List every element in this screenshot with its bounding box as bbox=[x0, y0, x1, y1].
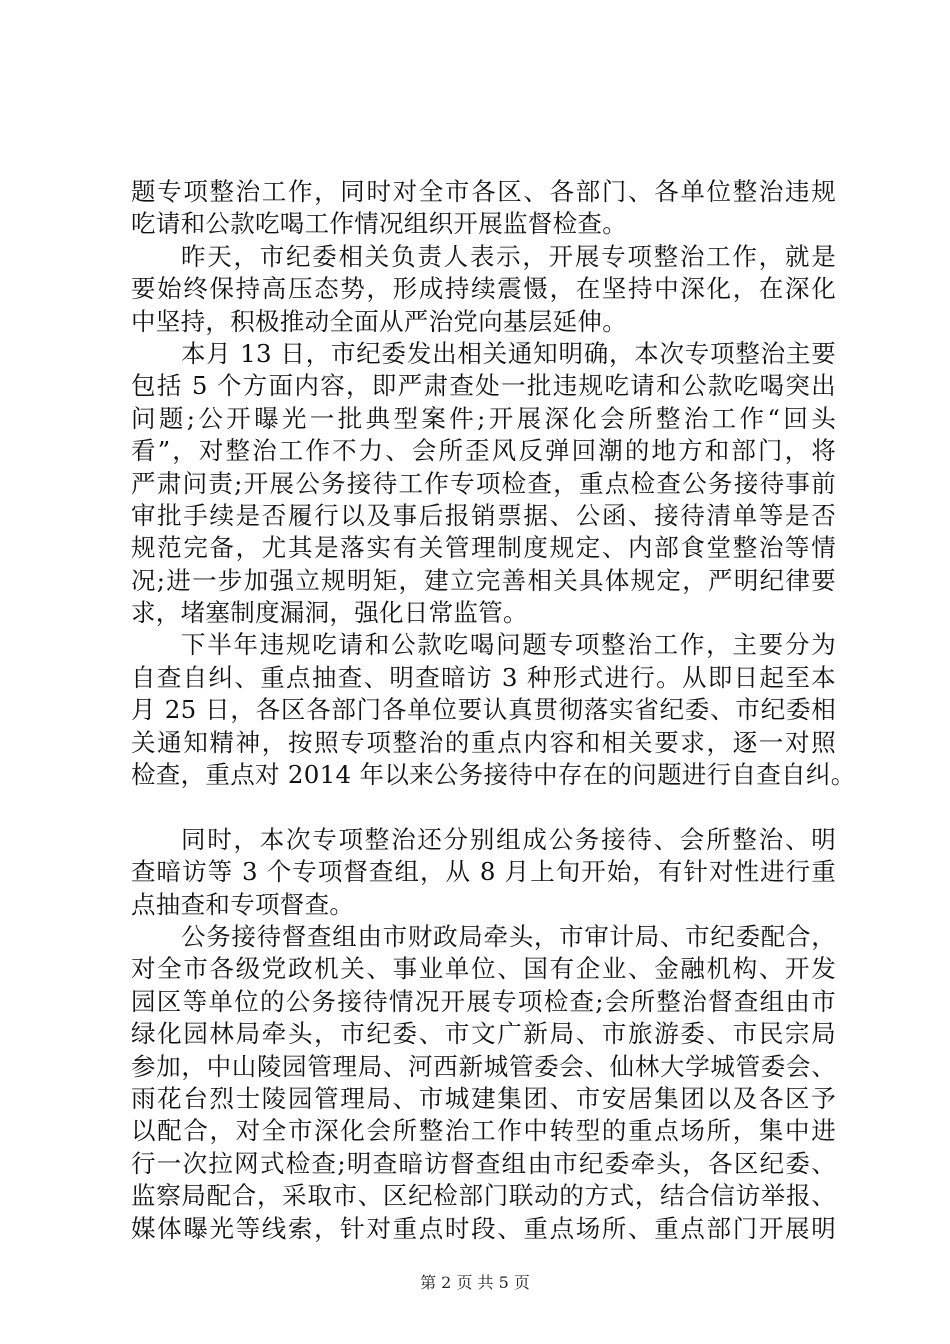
text-line: 严肃问责;开展公务接待工作专项检查，重点检查公务接待事前 bbox=[131, 468, 836, 498]
text-line: 监察局配合，采取市、区纪检部门联动的方式，结合信访举报、 bbox=[131, 1181, 836, 1211]
text-line: 参加，中山陵园管理局、河西新城管委会、仙林大学城管委会、 bbox=[131, 1051, 836, 1081]
text-line: 对全市各级党政机关、事业单位、国有企业、金融机构、开发 bbox=[131, 954, 836, 984]
text-line: 审批手续是否履行以及事后报销票据、公函、接待清单等是否 bbox=[131, 500, 836, 530]
text-line: 行一次拉网式检查;明查暗访督查组由市纪委牵头，各区纪委、 bbox=[131, 1148, 836, 1178]
text-line: 园区等单位的公务接待情况开展专项检查;会所整治督查组由市 bbox=[131, 986, 836, 1016]
text-line: 规范完备，尤其是落实有关管理制度规定、内部食堂整治等情 bbox=[131, 533, 836, 563]
text-line: 月 25 日，各区各部门各单位要认真贯彻落实省纪委、市纪委相 bbox=[131, 695, 836, 725]
text-line: 题专项整治工作，同时对全市各区、各部门、各单位整治违规 bbox=[131, 177, 836, 206]
text-line: 检查，重点对 2014 年以来公务接待中存在的问题进行自查自纠。 bbox=[131, 760, 856, 790]
text-line: 查暗访等 3 个专项督查组，从 8 月上旬开始，有针对性进行重 bbox=[131, 857, 836, 887]
text-line: 吃请和公款吃喝工作情况组织开展监督检查。 bbox=[131, 209, 627, 239]
text-line: 求，堵塞制度漏洞，强化日常监管。 bbox=[131, 598, 528, 628]
text-line: 公务接待督查组由市财政局牵头，市审计局、市纪委配合， bbox=[181, 921, 836, 951]
text-line: 雨花台烈士陵园管理局、市城建集团、市安居集团以及各区予 bbox=[131, 1083, 836, 1113]
page-number-footer: 第 2 页 共 5 页 bbox=[420, 1273, 530, 1292]
text-line: 关通知精神，按照专项整治的重点内容和相关要求，逐一对照 bbox=[131, 727, 836, 757]
text-line: 要始终保持高压态势，形成持续震慑，在坚持中深化，在深化 bbox=[131, 274, 836, 304]
paragraph-gap bbox=[131, 791, 836, 823]
text-line: 看”，对整治工作不力、会所歪风反弹回潮的地方和部门，将 bbox=[131, 436, 836, 466]
text-line: 中坚持，积极推动全面从严治党向基层延伸。 bbox=[131, 306, 627, 336]
text-line: 问题;公开曝光一批典型案件;开展深化会所整治工作“回头 bbox=[131, 403, 836, 433]
text-line: 况;进一步加强立规明矩，建立完善相关具体规定，严明纪律要 bbox=[131, 565, 836, 595]
text-line: 同时，本次专项整治还分别组成公务接待、会所整治、明 bbox=[181, 824, 836, 854]
text-line: 媒体曝光等线索，针对重点时段、重点场所、重点部门开展明 bbox=[131, 1213, 836, 1243]
text-line: 以配合，对全市深化会所整治工作中转型的重点场所，集中进 bbox=[131, 1116, 836, 1146]
text-line: 本月 13 日，市纪委发出相关通知明确，本次专项整治主要 bbox=[181, 338, 836, 368]
document-body bbox=[131, 176, 856, 1245]
text-line: 自查自纠、重点抽查、明查暗访 3 种形式进行。从即日起至本 bbox=[131, 662, 836, 692]
text-line: 昨天，市纪委相关负责人表示，开展专项整治工作，就是 bbox=[181, 241, 836, 271]
text-line: 包括 5 个方面内容，即严肃查处一批违规吃请和公款吃喝突出 bbox=[131, 371, 836, 401]
text-line: 下半年违规吃请和公款吃喝问题专项整治工作，主要分为 bbox=[181, 630, 836, 660]
text-line: 绿化园林局牵头，市纪委、市文广新局、市旅游委、市民宗局 bbox=[131, 1019, 836, 1049]
text-line: 点抽查和专项督查。 bbox=[131, 889, 355, 919]
